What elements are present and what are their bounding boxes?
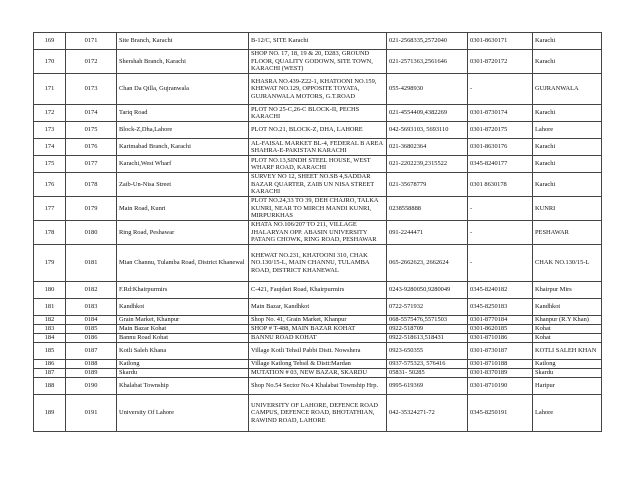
cell-city: PESHAWAR (533, 221, 602, 245)
cell-city: KOTLI SALEH KHAN (533, 343, 602, 360)
cell-branch-code: 0179 (66, 197, 117, 221)
cell-branch-name: University Of Lahore (117, 395, 249, 432)
cell-phone: 0937-575323, 576416 (387, 360, 468, 369)
cell-address: SHOP NO. 17, 18, 19 & 20, D283, GROUND FLOOR, QUALITY GODOWN, SITE TOWN, KARACHI (WEST) (249, 50, 387, 74)
table-row (34, 343, 602, 360)
cell-branch-name: Zaib-Un-Nisa Street (117, 173, 249, 197)
table-row (34, 316, 602, 325)
cell-branch-name: Ring Road, Peshawar (117, 221, 249, 245)
cell-phone: 021-2202239,2315522 (387, 156, 468, 173)
cell-branch-code: 0187 (66, 343, 117, 360)
cell-city: Karachi (533, 33, 602, 50)
table-row (34, 221, 602, 245)
cell-phone: 0238558888 (387, 197, 468, 221)
cell-address: Village Katlong Tehsil & Distt:Mardan (249, 360, 387, 369)
cell-branch-code: 0180 (66, 221, 117, 245)
cell-phone: 065-2662623, 2662624 (387, 245, 468, 282)
cell-serial: 180 (34, 282, 66, 299)
cell-branch-code: 0181 (66, 245, 117, 282)
cell-city: CHAK NO.130/15-L (533, 245, 602, 282)
cell-address: BANNU ROAD KOHAT (249, 334, 387, 343)
cell-mobile: 0301-8770184 (468, 316, 533, 325)
cell-serial: 189 (34, 395, 66, 432)
cell-phone: 0922-518709 (387, 325, 468, 334)
cell-branch-code: 0186 (66, 334, 117, 343)
table-row (34, 282, 602, 299)
cell-branch-code: 0174 (66, 105, 117, 122)
cell-address: Village Kotli Tehsil Pabbi Distt. Nowshera (249, 343, 387, 360)
table-row (34, 197, 602, 221)
cell-city: Kohat (533, 325, 602, 334)
cell-city: Karachi (533, 156, 602, 173)
cell-serial: 175 (34, 156, 66, 173)
cell-branch-name: Kandhkot (117, 299, 249, 316)
cell-phone: 0722-571932 (387, 299, 468, 316)
cell-mobile: 0301-8710188 (468, 360, 533, 369)
table-row (34, 395, 602, 432)
cell-mobile: 0301-8630176 (468, 139, 533, 156)
table-row (34, 139, 602, 156)
cell-mobile: 0301-8630171 (468, 33, 533, 50)
cell-address: Shop No.54 Sector No.4 Khalabat Township Hrp. (249, 378, 387, 395)
cell-address: SHOP # T-488, MAIN BAZAR KOHAT (249, 325, 387, 334)
cell-serial: 177 (34, 197, 66, 221)
cell-branch-name: Tariq Road (117, 105, 249, 122)
cell-serial: 179 (34, 245, 66, 282)
cell-mobile: - (468, 221, 533, 245)
cell-address: PLOT NO 25-C,26-C BLOCK-II, PECHS KARACHI (249, 105, 387, 122)
cell-branch-code: 0184 (66, 316, 117, 325)
cell-serial: 172 (34, 105, 66, 122)
cell-branch-name: Bannu Road Kohat (117, 334, 249, 343)
cell-mobile: 0345-8240177 (468, 156, 533, 173)
cell-serial: 171 (34, 74, 66, 105)
cell-serial: 176 (34, 173, 66, 197)
table-row (34, 245, 602, 282)
cell-serial: 174 (34, 139, 66, 156)
cell-city: Skardu (533, 369, 602, 378)
cell-branch-code: 0176 (66, 139, 117, 156)
table-row (34, 50, 602, 74)
cell-branch-code: 0185 (66, 325, 117, 334)
cell-address: AL-FAISAL MARKET BL-4, FEDERAL B AREA SHAHRA-E-PAKISTAN KARACHI (249, 139, 387, 156)
cell-serial: 181 (34, 299, 66, 316)
cell-serial: 169 (34, 33, 66, 50)
cell-branch-code: 0183 (66, 299, 117, 316)
cell-city: Khairpur Mirs (533, 282, 602, 299)
cell-phone: 042-35324271-72 (387, 395, 468, 432)
cell-branch-name: Karachi,West Wharf (117, 156, 249, 173)
cell-city: Haripur (533, 378, 602, 395)
cell-phone: 021-2571363,2561646 (387, 50, 468, 74)
table-row (34, 156, 602, 173)
cell-branch-code: 0172 (66, 50, 117, 74)
cell-address: B-12/C, SITE Karachi (249, 33, 387, 50)
cell-mobile: 0301-8720172 (468, 50, 533, 74)
cell-mobile: - (468, 245, 533, 282)
cell-city: Karachi (533, 173, 602, 197)
cell-city: Lahore (533, 395, 602, 432)
branch-table (33, 32, 602, 432)
cell-address: KHATA NO.106/207 TO 211, VILLAGE JHALARYAN OPP. ABASIN UNIVERSITY PATANG CHOWK, RING ROAD, PESHAWAR (249, 221, 387, 245)
cell-serial: 186 (34, 360, 66, 369)
cell-address: SURVEY NO 12, SHEET NO.SB 4,SADDAR BAZAR QUARTER, ZAIB UN NISA STREET KARACHI (249, 173, 387, 197)
cell-branch-code: 0191 (66, 395, 117, 432)
cell-phone: 021-2568335,2572040 (387, 33, 468, 50)
cell-serial: 185 (34, 343, 66, 360)
table-row (34, 360, 602, 369)
branch-table-body (34, 33, 602, 432)
cell-branch-code: 0173 (66, 74, 117, 105)
cell-mobile: 0301-8710190 (468, 378, 533, 395)
cell-mobile: 0301-8730174 (468, 105, 533, 122)
cell-mobile: 0345-8250191 (468, 395, 533, 432)
cell-serial: 173 (34, 122, 66, 139)
cell-address: C-421, Faujdari Road, Khairpurmirs (249, 282, 387, 299)
table-row (34, 173, 602, 197)
cell-city: Kohat (533, 334, 602, 343)
cell-mobile: 0301 8630178 (468, 173, 533, 197)
cell-branch-name: Mian Channu, Tulamba Road, District Khanewal (117, 245, 249, 282)
cell-mobile: - (468, 197, 533, 221)
cell-phone: 0923-650355 (387, 343, 468, 360)
cell-branch-code: 0178 (66, 173, 117, 197)
cell-city: Lahore (533, 122, 602, 139)
cell-address: PLOT NO.24,33 TO 39, DEH CHAJRO, TALKA KUNRI, NEAR TO MIRCH MANDI KUNRI, MIRPURKHAS (249, 197, 387, 221)
cell-address: UNIVERSITY OF LAHORE, DEFENCE ROAD CAMPUS, DEFENCE ROAD, BHOTATHIAN, RAWIND ROAD, LAHORE (249, 395, 387, 432)
cell-phone: 068-5575476,5571503 (387, 316, 468, 325)
cell-branch-name: Khalabat Township (117, 378, 249, 395)
cell-phone: 021-4554409,4382269 (387, 105, 468, 122)
cell-branch-code: 0190 (66, 378, 117, 395)
cell-branch-name: Karimabad Branch, Karachi (117, 139, 249, 156)
cell-address: PLOT NO.13,SINDH STEEL HOUSE, WEST WHARF ROAD, KARACHI (249, 156, 387, 173)
cell-branch-name: Shershah Branch, Karachi (117, 50, 249, 74)
cell-city: Kandhkot (533, 299, 602, 316)
table-row (34, 105, 602, 122)
cell-address: KHASRA NO.439-Z22-1, KHATOONI NO.159, KHEWAT NO.129, OPPOSITE TOYATA, GUJRANWALA MOTORS, G.T.ROAD (249, 74, 387, 105)
cell-branch-name: Site Branch, Karachi (117, 33, 249, 50)
table-row (34, 325, 602, 334)
cell-branch-name: Main Bazar Kohat (117, 325, 249, 334)
cell-serial: 187 (34, 369, 66, 378)
table-row (34, 369, 602, 378)
cell-branch-code: 0175 (66, 122, 117, 139)
cell-branch-name: Skardu (117, 369, 249, 378)
cell-city: GUJRANWALA (533, 74, 602, 105)
cell-phone: 042-5693103, 5693110 (387, 122, 468, 139)
table-row (34, 299, 602, 316)
cell-city: Khanpur (R.Y Khan) (533, 316, 602, 325)
cell-serial: 182 (34, 316, 66, 325)
cell-phone: 021-35678779 (387, 173, 468, 197)
cell-mobile: 0301-8620185 (468, 325, 533, 334)
cell-address: KHEWAT NO.231, KHATOONI 310, CHAK NO.130/15-L, MAIN CHANNU, TULAMBA ROAD, DISTRICT KHANEWAL (249, 245, 387, 282)
table-row (34, 122, 602, 139)
cell-branch-code: 0188 (66, 360, 117, 369)
cell-phone: 0243-9280050,9280049 (387, 282, 468, 299)
table-row (34, 33, 602, 50)
table-row (34, 334, 602, 343)
cell-serial: 170 (34, 50, 66, 74)
cell-branch-name: Katlong (117, 360, 249, 369)
cell-city: Karachi (533, 139, 602, 156)
cell-city: Katlong (533, 360, 602, 369)
cell-mobile: 0301-8730187 (468, 343, 533, 360)
cell-serial: 183 (34, 325, 66, 334)
cell-address: PLOT NO.21, BLOCK-Z, DHA, LAHORE (249, 122, 387, 139)
cell-address: MUTATION # 03, NEW BAZAR, SKARDU (249, 369, 387, 378)
cell-serial: 188 (34, 378, 66, 395)
cell-phone: 021-36802364 (387, 139, 468, 156)
cell-branch-name: Grain Market, Khanpur (117, 316, 249, 325)
cell-city: Karachi (533, 105, 602, 122)
cell-address: Shop No. 41, Grain Market, Khanpur (249, 316, 387, 325)
cell-branch-name: Chan Da Qilla, Gujranwala (117, 74, 249, 105)
cell-mobile: 0301-8710186 (468, 334, 533, 343)
cell-city: KUNRI (533, 197, 602, 221)
cell-branch-code: 0171 (66, 33, 117, 50)
cell-mobile: 0345-8250183 (468, 299, 533, 316)
cell-serial: 178 (34, 221, 66, 245)
table-row (34, 74, 602, 105)
cell-branch-name: Block-Z,Dha,Lahore (117, 122, 249, 139)
cell-branch-code: 0189 (66, 369, 117, 378)
cell-branch-code: 0182 (66, 282, 117, 299)
cell-branch-name: Main Road, Kunri (117, 197, 249, 221)
cell-mobile: 0345-8240182 (468, 282, 533, 299)
cell-phone: 0995-619369 (387, 378, 468, 395)
table-row (34, 378, 602, 395)
cell-mobile: 0301-8720175 (468, 122, 533, 139)
cell-address: Main Bazar, Kandhkot (249, 299, 387, 316)
cell-city: Karachi (533, 50, 602, 74)
cell-branch-code: 0177 (66, 156, 117, 173)
cell-branch-name: F.Rd:Khairpurmirs (117, 282, 249, 299)
cell-phone: 05831- 50285 (387, 369, 468, 378)
cell-phone: 055-4298930 (387, 74, 468, 105)
cell-phone: 091-2244471 (387, 221, 468, 245)
cell-phone: 0922-518613,518431 (387, 334, 468, 343)
cell-branch-name: Kotli Saleh Khana (117, 343, 249, 360)
cell-serial: 184 (34, 334, 66, 343)
cell-mobile: - (468, 74, 533, 105)
cell-mobile: 0301-8370189 (468, 369, 533, 378)
